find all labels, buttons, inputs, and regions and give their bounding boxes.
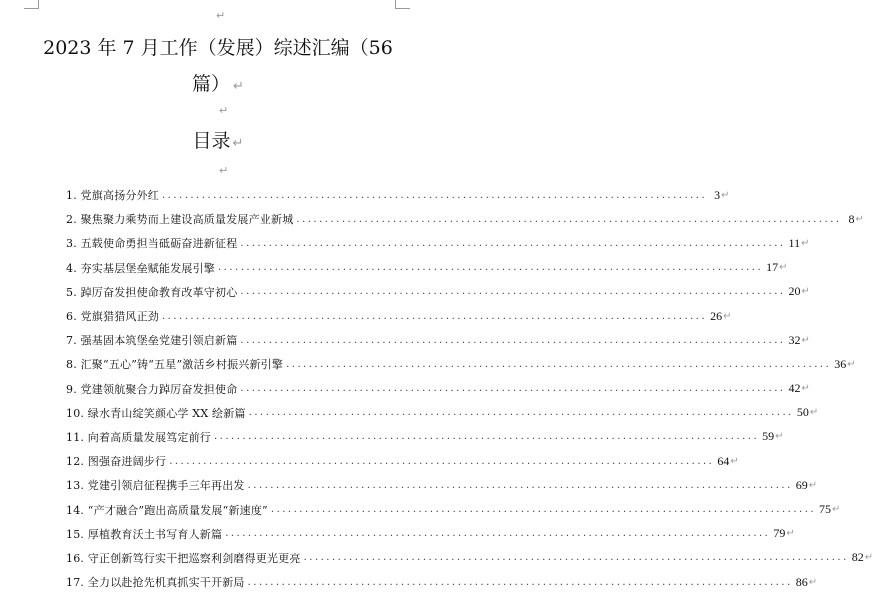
toc-entry-page: 11 (788, 235, 801, 250)
toc-entry-page: 59 (762, 429, 775, 444)
toc-entry-label: 1. 党旗高扬分外红 (66, 189, 159, 203)
toc-entry-label: 17. 全力以赴抢先机真抓实干开新局 (66, 576, 245, 590)
paragraph-mark: ↵ (219, 104, 229, 117)
toc-dot-leader: ................................................................................................ (248, 407, 794, 419)
toc-entry-page: 42 (788, 381, 801, 396)
toc-dot-leader: ................................................................................................ (162, 189, 708, 201)
toc-entry-label: 10. 绿水青山绽笑颜心学 XX 绘新篇 (66, 406, 246, 420)
toc-dot-leader: ................................................................................................ (218, 262, 764, 274)
toc-entry-label: 3. 五载使命勇担当砥砺奋进新征程 (66, 237, 238, 251)
paragraph-mark: ↵ (233, 79, 244, 94)
toc-entry[interactable] (66, 546, 873, 570)
paragraph-mark: ↵ (801, 383, 810, 395)
toc-entry-page: 26 (710, 308, 723, 323)
toc-dot-leader: ................................................................................................ (225, 528, 771, 540)
paragraph-mark: ↵ (216, 9, 226, 22)
toc-entry[interactable] (66, 231, 810, 255)
toc-dot-leader: ................................................................................................ (240, 334, 786, 346)
toc-entry[interactable] (66, 304, 732, 328)
toc-dot-leader: ................................................................................................ (169, 455, 715, 467)
toc-dot-leader: ................................................................................................ (270, 504, 817, 516)
toc-entry[interactable] (66, 352, 856, 376)
toc-entry-page: 36 (834, 356, 847, 371)
toc-entry-label: 8. 汇聚“五心”铸“五星”激活乡村振兴新引擎 (66, 358, 284, 372)
toc-entry[interactable] (66, 207, 864, 231)
toc-entry-page: 86 (795, 574, 808, 589)
paragraph-mark: ↵ (721, 189, 730, 201)
toc-entry-page: 20 (788, 284, 801, 299)
toc-entry-label: 4. 夯实基层堡垒赋能发展引擎 (66, 261, 215, 275)
document-title-line-2: 篇） ↵ (192, 73, 244, 95)
paragraph-mark: ↵ (847, 358, 856, 370)
toc-entry[interactable] (66, 280, 810, 304)
toc-entry-page: 69 (795, 477, 808, 492)
toc-entry-label: 7. 强基固本筑堡垒党建引领启新篇 (66, 334, 238, 348)
toc-entry-page: 75 (819, 502, 832, 517)
paragraph-mark: ↵ (723, 310, 732, 322)
toc-dot-leader: ................................................................................................ (247, 576, 793, 588)
paragraph-mark: ↵ (801, 286, 810, 298)
toc-entry-page: 8 (848, 211, 855, 226)
toc-dot-leader: ................................................................................................ (303, 552, 849, 564)
crop-mark-top-left (24, 0, 39, 9)
paragraph-mark: ↵ (801, 237, 810, 249)
toc-entry[interactable] (66, 183, 730, 207)
toc-entry-label: 13. 党建引领启征程携手三年再出发 (66, 479, 245, 493)
toc-entry-page: 82 (851, 550, 864, 565)
toc-entry-label: 5. 踔厉奋发担使命教育改革守初心 (66, 285, 238, 299)
toc-entry-label: 12. 图强奋进阔步行 (66, 455, 167, 469)
toc-entry[interactable] (66, 522, 795, 546)
paragraph-mark: ↵ (786, 528, 795, 540)
toc-entry-label: 16. 守正创新笃行实干把巡察利剑磨得更光更亮 (66, 551, 301, 565)
toc-entry[interactable] (66, 473, 818, 497)
toc-dot-leader: ................................................................................................ (296, 213, 842, 225)
toc-entry-label: 9. 党建领航聚合力踔厉奋发担使命 (66, 382, 238, 396)
toc-entry[interactable] (66, 377, 810, 401)
toc-entry[interactable] (66, 497, 841, 521)
toc-entry-page: 50 (796, 405, 809, 420)
paragraph-mark: ↵ (832, 504, 841, 516)
toc-dot-leader: ................................................................................................ (240, 286, 786, 298)
paragraph-mark: ↵ (775, 431, 784, 443)
toc-entry[interactable] (66, 401, 819, 425)
toc-dot-leader: ................................................................................................ (247, 479, 793, 491)
toc-heading: 目录 ↵ (192, 130, 244, 152)
toc-entry-page: 3 (714, 187, 721, 202)
paragraph-mark: ↵ (808, 576, 818, 588)
paragraph-mark: ↵ (864, 552, 873, 564)
paragraph-mark: ↵ (809, 407, 819, 419)
toc-entry-label: 2. 聚焦聚力乘势而上建设高质量发展产业新城 (66, 213, 294, 227)
toc-entry-page: 79 (773, 526, 786, 541)
paragraph-mark: ↵ (232, 136, 244, 151)
toc-entry[interactable] (66, 449, 739, 473)
paragraph-mark: ↵ (730, 455, 739, 467)
crop-mark-top-right (395, 0, 410, 9)
toc-entry-page: 32 (788, 332, 801, 347)
toc-entry-label: 15. 厚植教育沃土书写育人新篇 (66, 527, 223, 541)
toc-dot-leader: ................................................................................................ (240, 237, 786, 249)
toc-entry-page: 17 (766, 260, 779, 275)
toc-entry-label: 11. 向着高质量发展笃定前行 (66, 430, 211, 444)
toc-dot-leader: ................................................................................................ (286, 358, 832, 370)
paragraph-mark: ↵ (779, 262, 788, 274)
toc-entry[interactable] (66, 328, 810, 352)
toc-dot-leader: ................................................................................................ (240, 383, 786, 395)
toc-entry-label: 14. “产才融合”跑出高质量发展“新速度” (66, 503, 268, 517)
paragraph-mark: ↵ (855, 213, 864, 225)
toc-entry[interactable] (66, 256, 788, 280)
toc-entry-label: 6. 党旗猎猎风正劲 (66, 310, 159, 324)
toc-entry-page: 64 (717, 453, 730, 468)
document-title-line-1: 2023 年 7 月工作（发展）综述汇编（56 (43, 37, 393, 59)
paragraph-mark: ↵ (219, 164, 229, 177)
toc-entry[interactable] (66, 570, 818, 594)
toc-dot-leader: ................................................................................................ (162, 310, 708, 322)
table-of-contents (66, 183, 873, 594)
paragraph-mark: ↵ (801, 334, 810, 346)
toc-dot-leader: ................................................................................................ (214, 431, 760, 443)
paragraph-mark: ↵ (808, 479, 818, 491)
toc-entry[interactable] (66, 425, 784, 449)
